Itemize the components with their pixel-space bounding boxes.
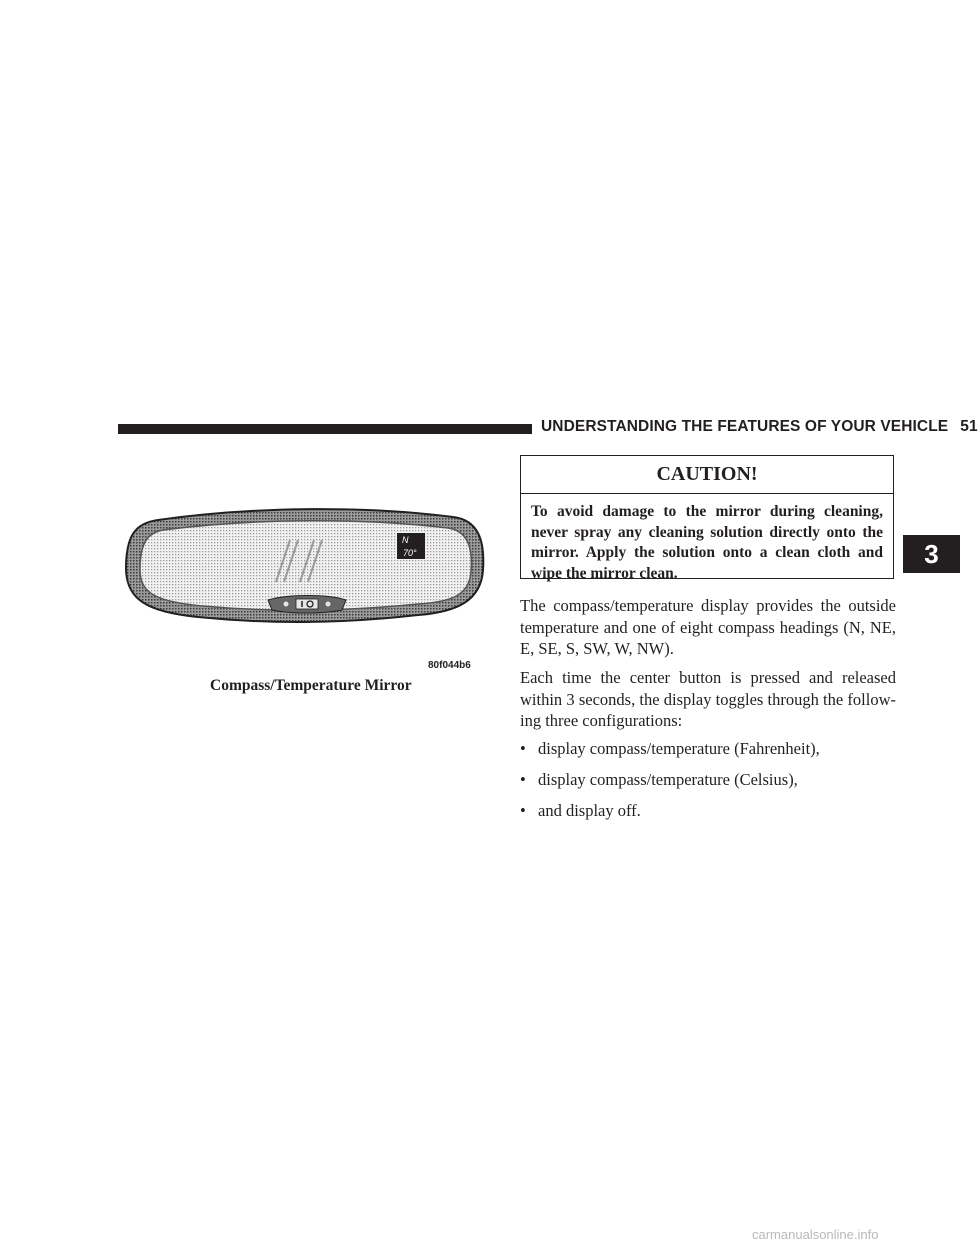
mirror-illustration (118, 500, 492, 630)
bullet-icon: • (520, 739, 526, 758)
display-temperature: 70° (403, 548, 417, 558)
caution-box (520, 455, 894, 582)
caution-title: CAUTION! (521, 456, 893, 494)
bullet-icon: • (520, 801, 526, 820)
header-rule (118, 424, 532, 434)
list-item-text: display compass/temperature (Fahrenheit), (538, 739, 820, 758)
paragraph-center-button: Each time the center button is pressed and released within 3 seconds, the display toggles through the follow-ing three configurations: (520, 668, 896, 730)
display-heading: N (402, 535, 409, 545)
list-item (520, 769, 798, 791)
list-item (520, 800, 641, 822)
list-item-text: display compass/temperature (Celsius), (538, 770, 798, 789)
section-title: UNDERSTANDING THE FEATURES OF YOUR VEHICLE (541, 418, 949, 435)
page-number: 51 (960, 418, 978, 435)
watermark: carmanualsonline.info (752, 1227, 879, 1242)
figure-caption: Compass/Temperature Mirror (210, 677, 412, 694)
bullet-icon: • (520, 770, 526, 789)
running-header (541, 418, 978, 436)
chapter-tab: 3 (903, 535, 960, 573)
list-item (520, 738, 820, 760)
caution-text: To avoid damage to the mirror during cleaning, never spray any cleaning solution directly onto the mirror. Apply the solution onto a clean cloth and wipe the mirror clean. (531, 503, 883, 582)
paragraph-compass-display: The compass/temperature display provides the outside temperature and one of eight compass headings (N, NE, E, SE, S, SW, W, NW). (520, 596, 896, 658)
figure-code: 80f044b6 (428, 660, 471, 671)
list-item-text: and display off. (538, 801, 641, 820)
